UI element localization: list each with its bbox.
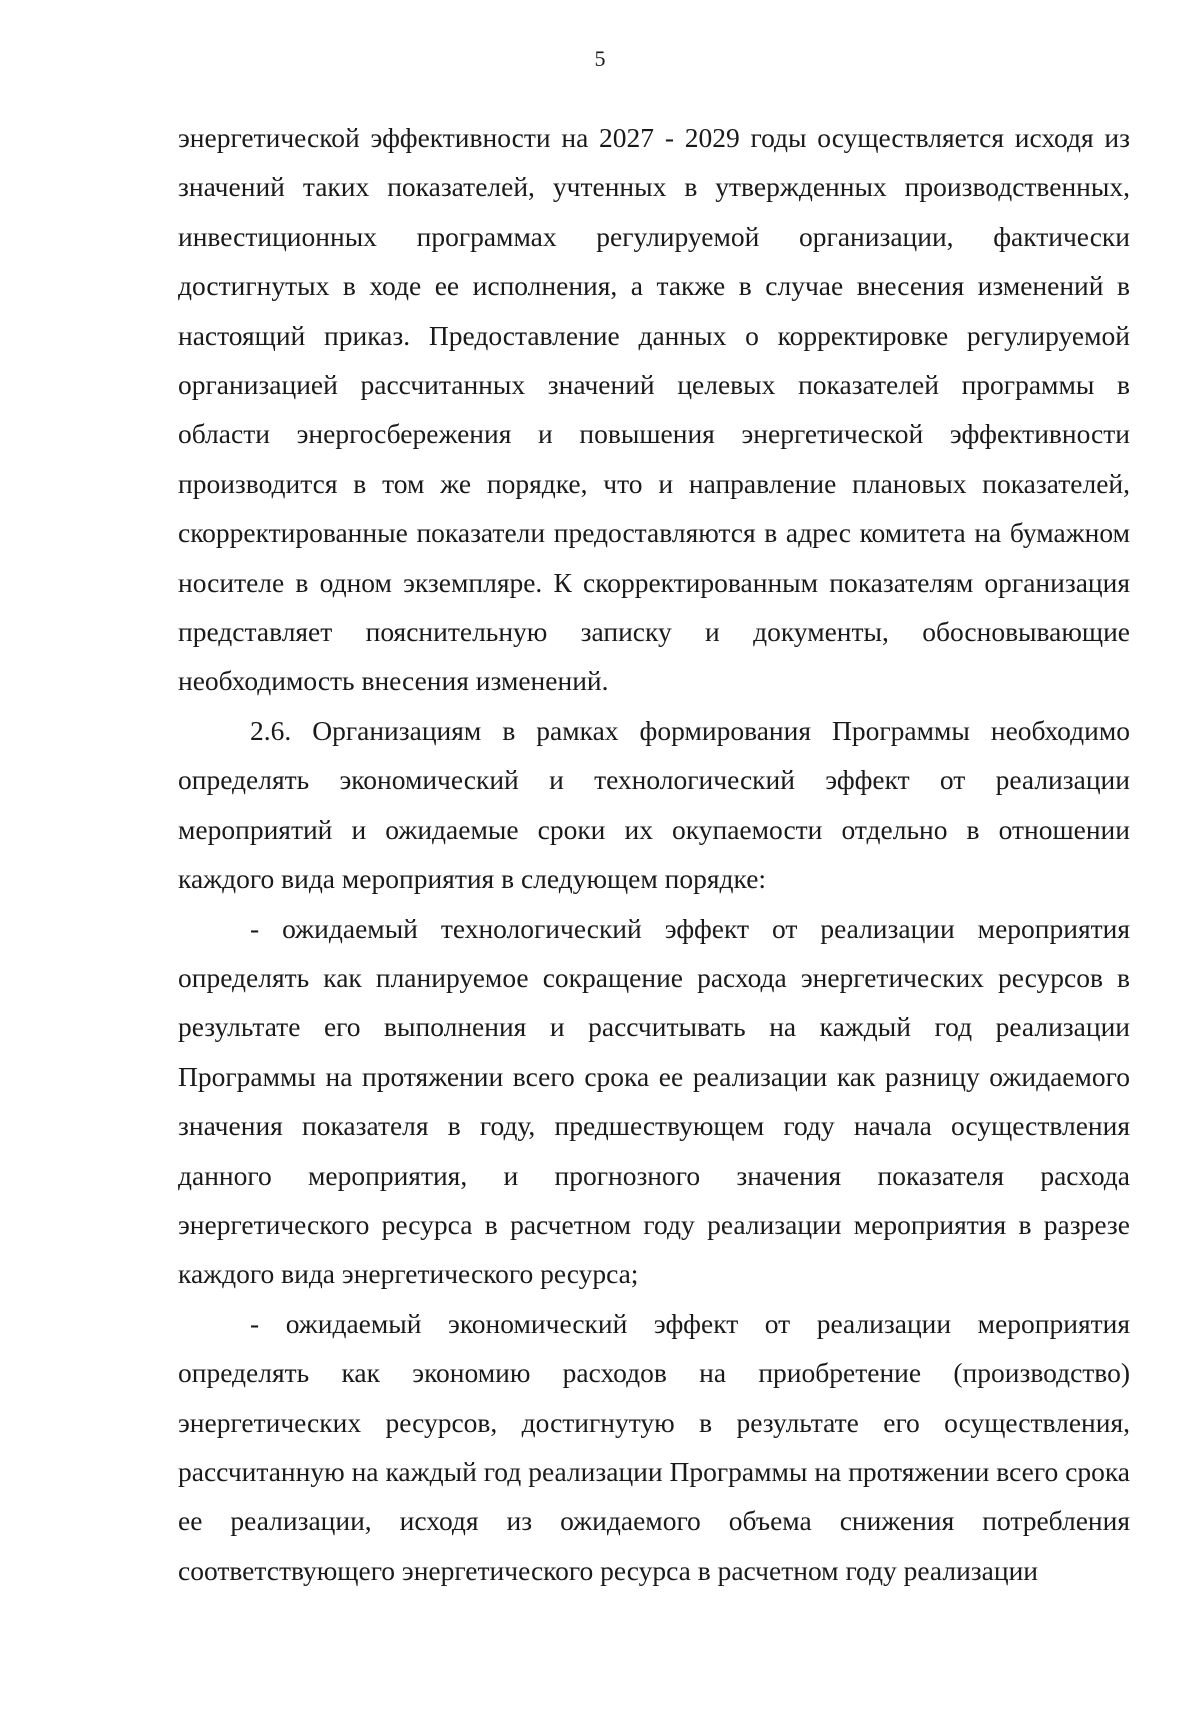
document-body xyxy=(178,113,1130,1595)
paragraph-continuation: энергетической эффективности на 2027 - 2029 годы осуществляется исходя из значений таких показателей, учтенных в утвержденных производственных, инвестиционных программах регулируемой организации, фактически достигнутых в ходе ее исполнения, а также в случае внесения изменений в настоящий приказ. Предоставление данных о корректировке регулируемой организацией рассчитанных значений целевых показателей программы в области энергосбережения и повышения энергетической эффективности производится в том же порядке, что и направление плановых показателей, скорректированные показатели предоставляются в адрес комитета на бумажном носителе в одном экземпляре. К скорректированным показателям организация представляет пояснительную записку и документы, обосновывающие необходимость внесения изменений. xyxy=(178,122,1130,697)
page-number: 5 xyxy=(594,46,606,71)
paragraph-technological-effect: - ожидаемый технологический эффект от реализации мероприятия определять как планируемое сокращение расхода энергетических ресурсов в результате его выполнения и рассчитывать на каждый год реализации Программы на протяжении всего срока ее реализации как разницу ожидаемого значения показателя в году, предшествующем году начала осуществления данного мероприятия, и прогнозного значения показателя расхода энергетического ресурса в расчетном году реализации мероприятия в разрезе каждого вида энергетического ресурса; xyxy=(178,912,1130,1290)
paragraph-2-6: 2.6. Организациям в рамках формирования Программы необходимо определять экономический и технологический эффект от реализации мероприятий и ожидаемые сроки их окупаемости отдельно в отношении каждого вида мероприятия в следующем порядке: xyxy=(178,714,1130,895)
paragraph-economic-effect: - ожидаемый экономический эффект от реализации мероприятия определять как экономию расходов на приобретение (производство) энергетических ресурсов, достигнутую в результате его осуществления, рассчитанную на каждый год реализации Программы на протяжении всего срока ее реализации, исходя из ожидаемого объема снижения потребления соответствующего энергетического ресурса в расчетном году реализации xyxy=(178,1307,1130,1586)
